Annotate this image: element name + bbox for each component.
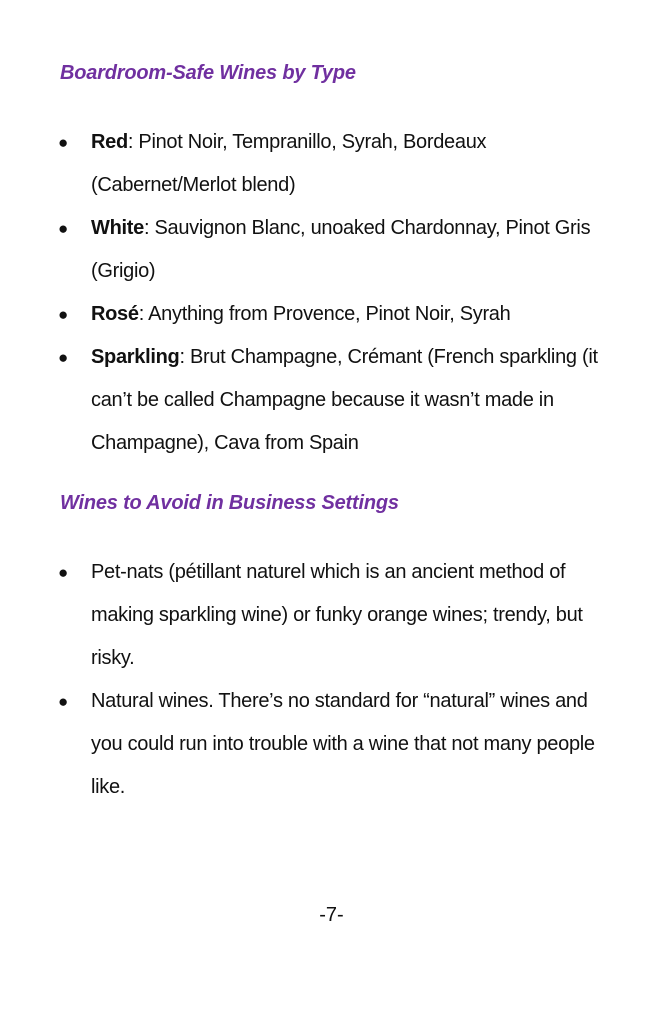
list-item-red bbox=[56, 121, 616, 207]
section-heading-wines-to-avoid: Wines to Avoid in Business Settings bbox=[60, 492, 399, 514]
wine-type-description: : Anything from Provence, Pinot Noir, Syrah bbox=[138, 303, 511, 325]
list-item-sparkling bbox=[56, 336, 616, 465]
list-item-rose bbox=[56, 293, 616, 336]
safe-wines-list bbox=[56, 121, 616, 465]
wine-type-description: : Sauvignon Blanc, unoaked Chardonnay, Pinot Gris (Grigio) bbox=[91, 217, 591, 282]
wine-type-term: White bbox=[91, 217, 144, 239]
list-item-white bbox=[56, 207, 616, 293]
wine-type-term: Red bbox=[91, 131, 128, 153]
bullet-icon: ● bbox=[58, 692, 68, 711]
wine-type-description: : Pinot Noir, Tempranillo, Syrah, Bordeaux (Cabernet/Merlot blend) bbox=[91, 131, 487, 196]
wine-type-term: Sparkling bbox=[91, 346, 180, 368]
bullet-icon: ● bbox=[58, 219, 68, 238]
list-item-natural-wines bbox=[56, 680, 616, 809]
wines-to-avoid-list bbox=[56, 551, 616, 809]
wine-type-term: Rosé bbox=[91, 303, 139, 325]
page-number: -7- bbox=[319, 904, 344, 926]
avoid-item-text: Pet-nats (pétillant naturel which is an ancient method of making sparkling wine) or funky orange wines; trendy, but risky. bbox=[91, 561, 583, 669]
avoid-item-text: Natural wines. There’s no standard for “natural” wines and you could run into trouble with a wine that not many people like. bbox=[91, 690, 595, 798]
bullet-icon: ● bbox=[58, 563, 68, 582]
bullet-icon: ● bbox=[58, 348, 68, 367]
bullet-icon: ● bbox=[58, 305, 68, 324]
list-item-pet-nats bbox=[56, 551, 616, 680]
wine-type-description: : Brut Champagne, Crémant (French sparkling (it can’t be called Champagne because it wasn’t made in Champagne), Cava from Spain bbox=[91, 346, 598, 454]
section-heading-safe-wines: Boardroom-Safe Wines by Type bbox=[60, 62, 356, 84]
bullet-icon: ● bbox=[58, 133, 68, 152]
